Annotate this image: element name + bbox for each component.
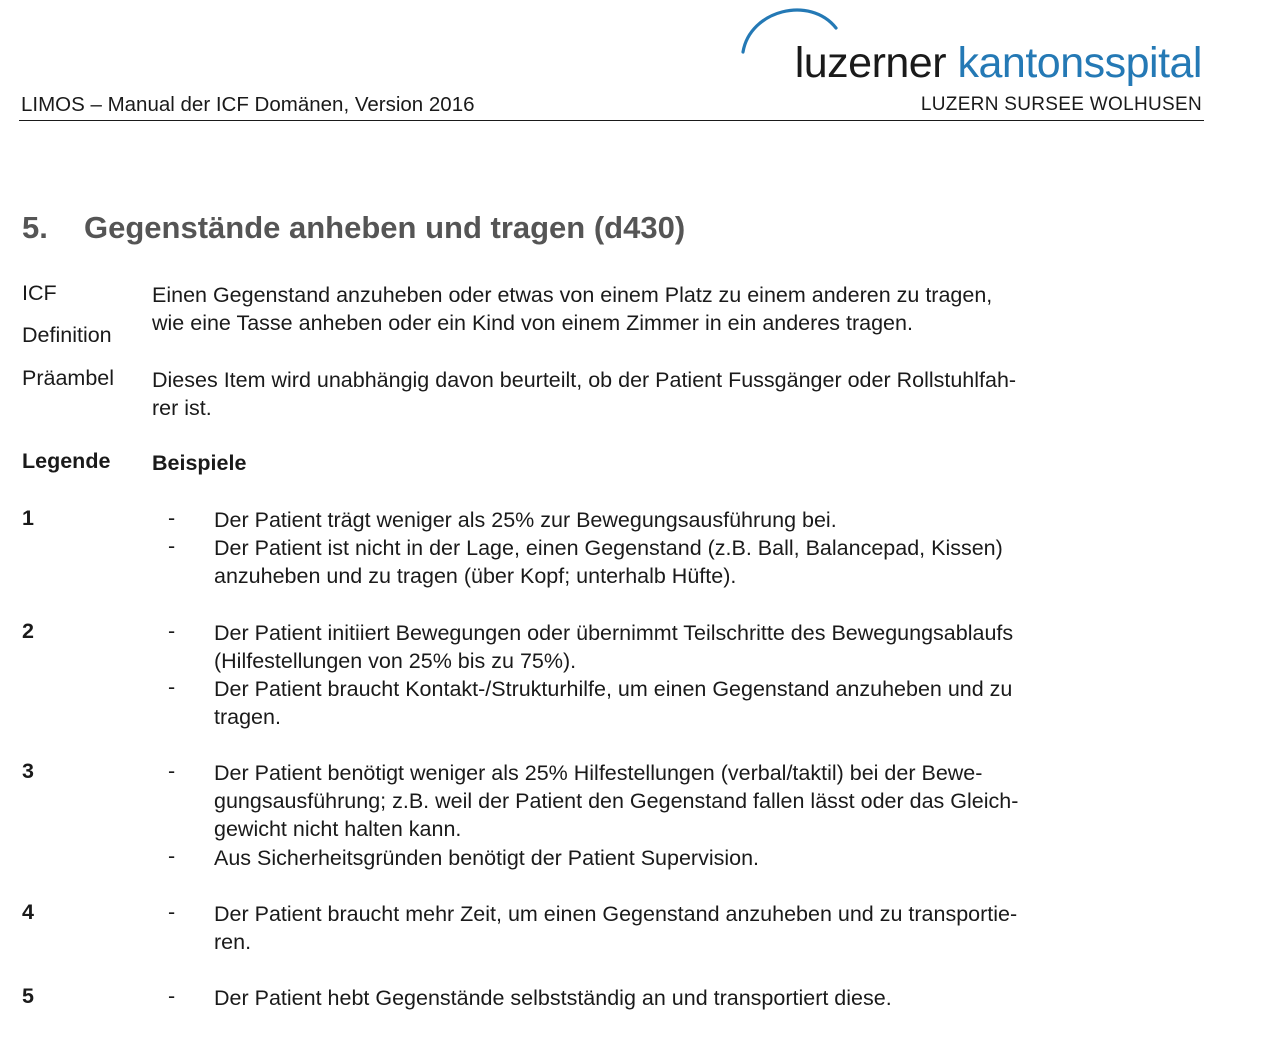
- logo-wordmark: [794, 39, 1202, 87]
- preamble-text-line-2: rer ist.: [152, 396, 212, 420]
- item-line: Der Patient braucht Kontakt-/Strukturhilfe, um einen Gegenstand anzuheben und zu: [214, 677, 1013, 701]
- level-number-3: 3: [22, 759, 34, 783]
- level-number-2: 2: [22, 619, 34, 643]
- legend-header: Legende: [22, 449, 111, 473]
- level-3-item-1: [214, 759, 1018, 844]
- level-1-item-2: [214, 534, 1003, 590]
- section-title: Gegenstände anheben und tragen (d430): [84, 210, 686, 245]
- level-2-item-1: [214, 619, 1013, 675]
- hospital-logo: [730, 0, 1210, 120]
- level-number-5: 5: [22, 984, 34, 1008]
- item-line: Der Patient hebt Gegenstände selbstständig an und transportiert diese.: [214, 986, 892, 1010]
- item-line: gewicht nicht halten kann.: [214, 817, 462, 842]
- level-2-item-2: [214, 675, 1012, 731]
- level-number-1: 1: [22, 506, 34, 530]
- logo-locations: LUZERN SURSEE WOLHUSEN: [920, 94, 1202, 115]
- level-number-4: 4: [22, 900, 34, 924]
- logo-word-luzerner: luzerner: [794, 39, 947, 87]
- level-3-item-2: [214, 844, 759, 872]
- logo-word-kantonsspital: kantonsspital: [957, 39, 1202, 87]
- bullet-dash: -: [168, 900, 176, 924]
- level-4-item-1: [214, 900, 1017, 956]
- definition-label: Definition: [22, 323, 112, 347]
- bullet-dash: -: [168, 619, 176, 643]
- item-line: Der Patient trägt weniger als 25% zur Bewegungsausführung bei.: [214, 508, 837, 532]
- section-heading: [22, 210, 685, 246]
- item-line: gungsausführung; z.B. weil der Patient den Gegenstand fallen lässt oder das Gleich-: [214, 789, 1019, 814]
- level-1-item-1: [214, 506, 837, 534]
- level-5-item-1: [214, 984, 892, 1012]
- icf-label: ICF: [22, 281, 57, 305]
- definition-text-line-2: wie eine Tasse anheben oder ein Kind von einem Zimmer in ein anderes tragen.: [152, 311, 913, 335]
- bullet-dash: -: [168, 844, 176, 868]
- bullet-dash: -: [168, 675, 176, 699]
- bullet-dash: -: [168, 984, 176, 1008]
- item-line: Der Patient benötigt weniger als 25% Hilfestellungen (verbal/taktil) bei der Bewe-: [214, 761, 983, 785]
- document-header-title: LIMOS – Manual der ICF Domänen, Version 2016: [21, 93, 475, 116]
- bullet-dash: -: [168, 506, 176, 530]
- item-line: Aus Sicherheitsgründen benötigt der Patient Supervision.: [214, 846, 760, 870]
- item-line: tragen.: [214, 705, 281, 730]
- bullet-dash: -: [168, 534, 176, 558]
- preamble-label: Präambel: [22, 366, 115, 390]
- preamble-text-line-1: Dieses Item wird unabhängig davon beurteilt, ob der Patient Fussgänger oder Rollstuhlfah-: [152, 368, 1017, 392]
- item-line: Der Patient initiiert Bewegungen oder übernimmt Teilschritte des Bewegungsablaufs: [214, 621, 1014, 645]
- item-line: (Hilfestellungen von 25% bis zu 75%).: [214, 649, 577, 674]
- item-line: Der Patient braucht mehr Zeit, um einen Gegenstand anzuheben und zu transportie-: [214, 902, 1018, 926]
- item-line: Der Patient ist nicht in der Lage, einen Gegenstand (z.B. Ball, Balancepad, Kissen): [214, 536, 1003, 560]
- item-line: anzuheben und zu tragen (über Kopf; unterhalb Hüfte).: [214, 564, 737, 589]
- header-divider: [19, 120, 1204, 121]
- examples-header: Beispiele: [152, 451, 247, 475]
- item-line: ren.: [214, 930, 252, 955]
- section-number: 5.: [22, 210, 48, 245]
- bullet-dash: -: [168, 759, 176, 783]
- definition-text-line-1: Einen Gegenstand anzuheben oder etwas von einem Platz zu einem anderen zu tragen,: [152, 283, 993, 307]
